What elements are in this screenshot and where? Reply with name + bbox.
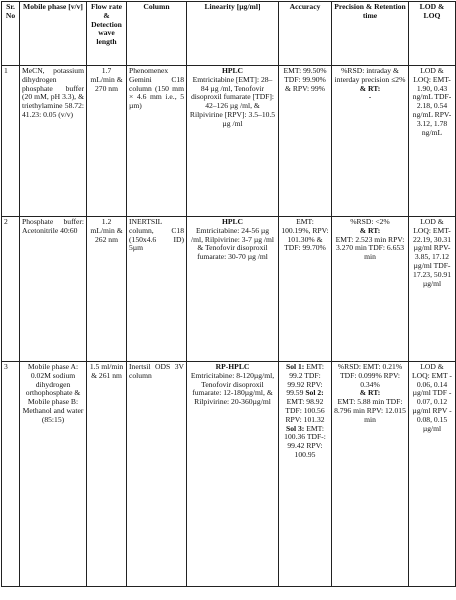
precision-rt-label: & RT: xyxy=(359,225,381,235)
cell-mobile-phase: MeCN, potassium dihydrogen phosphate buffer (20 mM, pH 3.3), & triethylamine 58.72: 41.23: 0.05 (v/v) xyxy=(20,66,87,217)
cell-column: Inertsil ODS 3V column xyxy=(127,362,187,587)
method-comparison-table xyxy=(1,1,456,587)
precision-rt: - xyxy=(368,92,372,102)
cell-linearity xyxy=(187,362,279,587)
precision-rt: EMT: 5.88 min TDF: 8.796 min RPV: 12.015 min xyxy=(334,397,406,424)
cell-lod-loq: LOD & LOQ: EMT- 1.90, 0.43 ng/mL TDF-2.18, 0.54 ng/mL RPV-3.12, 1.78 ng/mL xyxy=(409,66,456,217)
cell-accuracy: EMT: 99.50% TDF: 99.90% & RPV: 99% xyxy=(279,66,332,217)
cell-precision xyxy=(332,66,409,217)
header-column: Column xyxy=(127,2,187,66)
cell-sr: 1 xyxy=(2,66,20,217)
cell-flow: 1.2 mL/min & 262 nm xyxy=(87,217,127,362)
precision-rsd: %RSD: intraday & interday precision ≤2% xyxy=(334,66,406,84)
cell-column: INERTSIL column, C18 (150x4.6 ID) 5µm xyxy=(127,217,187,362)
cell-mobile-phase: Phosphate buffer: Acetonitrile 40:60 xyxy=(20,217,87,362)
accuracy-sol3: EMT: 100.36 TDF-: 99.42 RPV: 100.95 xyxy=(284,423,326,459)
cell-lod-loq: LOD & LOQ: EMT- 22.19, 30.31 µg/ml RPV- 3.85, 17.12 µg/ml TDF- 17.23, 50.91 µg/ml xyxy=(409,217,456,362)
table-row xyxy=(2,217,456,362)
cell-sr: 3 xyxy=(2,362,20,587)
cell-accuracy: EMT: 100.19%, RPV: 101.30% & TDF: 99.70% xyxy=(279,217,332,362)
precision-rsd: %RSD: EMT: 0.21% TDF: 0.099% RPV: 0.34% xyxy=(337,362,403,389)
header-sr-no: Sr. No xyxy=(2,2,20,66)
cell-accuracy xyxy=(279,362,332,587)
linearity-method-title: HPLC xyxy=(221,66,244,75)
cell-mobile-phase: Mobile phase A: 0.02M sodium dihydrogen orthophosphate & Mobile phase B: Methanol and water (85:15) xyxy=(20,362,87,587)
header-row xyxy=(2,2,456,66)
table-row xyxy=(2,362,456,587)
header-linearity: Linearity [µg/ml] xyxy=(187,2,279,66)
accuracy-sol2-label: Sol 2: xyxy=(305,388,324,398)
cell-flow: 1.5 ml/min & 261 nm xyxy=(87,362,127,587)
linearity-method-title: RP-HPLC xyxy=(215,362,250,371)
cell-lod-loq: LOD & LOQ: EMT - 0.06, 0.14 µg/ml TDF - 0.07, 0.12 µg/ml RPV - 0.08, 0.15 µg/ml xyxy=(409,362,456,587)
linearity-method-title: HPLC xyxy=(221,217,244,226)
precision-rt-label: & RT: xyxy=(359,388,381,398)
header-flow-rate: Flow rate & Detection wave length xyxy=(87,2,127,66)
linearity-text: Emtricitabine: 24-56 µg /ml, Rilpivirine: 3-7 µg /ml & Tenofovir disoproxil fumarate: 30-70 µg /ml xyxy=(190,225,275,262)
header-mobile-phase: Mobile phase [v/v] xyxy=(20,2,87,66)
accuracy-sol3-label: Sol 3: xyxy=(285,423,305,433)
cell-linearity xyxy=(187,66,279,217)
header-precision: Precision & Retention time xyxy=(332,2,409,66)
cell-column: Phenomenex Gemini C18 column (150 mm × 4.6 mm i.e., 5 µm) xyxy=(127,66,187,217)
cell-linearity xyxy=(187,217,279,362)
precision-rt: EMT: 2.523 min RPV: 3.270 min TDF: 6.653 min xyxy=(335,234,405,262)
accuracy-sol2: EMT: 98.92 TDF: 100.56 RPV: 101.32 xyxy=(285,397,325,424)
precision-rsd: %RSD: <2% xyxy=(350,217,390,226)
table-row xyxy=(2,66,456,217)
linearity-text: Emtricitabine: 8-120µg/ml, Tenofovir disoproxil fumarate: 12-180µg/ml, & Rilpivirine: 20-360µg/ml xyxy=(190,370,275,407)
cell-precision xyxy=(332,362,409,587)
cell-precision xyxy=(332,217,409,362)
cell-sr: 2 xyxy=(2,217,20,362)
accuracy-sol1-label: Sol 1: xyxy=(285,362,305,371)
accuracy-sol1: EMT: 99.2 TDF: 99.92 RPV: 99.59 xyxy=(286,362,325,398)
precision-rt-label: & RT: xyxy=(359,83,381,93)
linearity-text: Emtricitabine [EMT]: 28–84 µg /ml, Tenofovir disoproxil fumarate [TDF]: 42–126 µg /ml, & Rilpivirine [RPV]: 3.5–10.5 µg /ml xyxy=(189,74,276,128)
header-lod-loq: LOD & LOQ xyxy=(409,2,456,66)
header-accuracy: Accuracy xyxy=(279,2,332,66)
cell-flow: 1.7 mL/min & 270 nm xyxy=(87,66,127,217)
